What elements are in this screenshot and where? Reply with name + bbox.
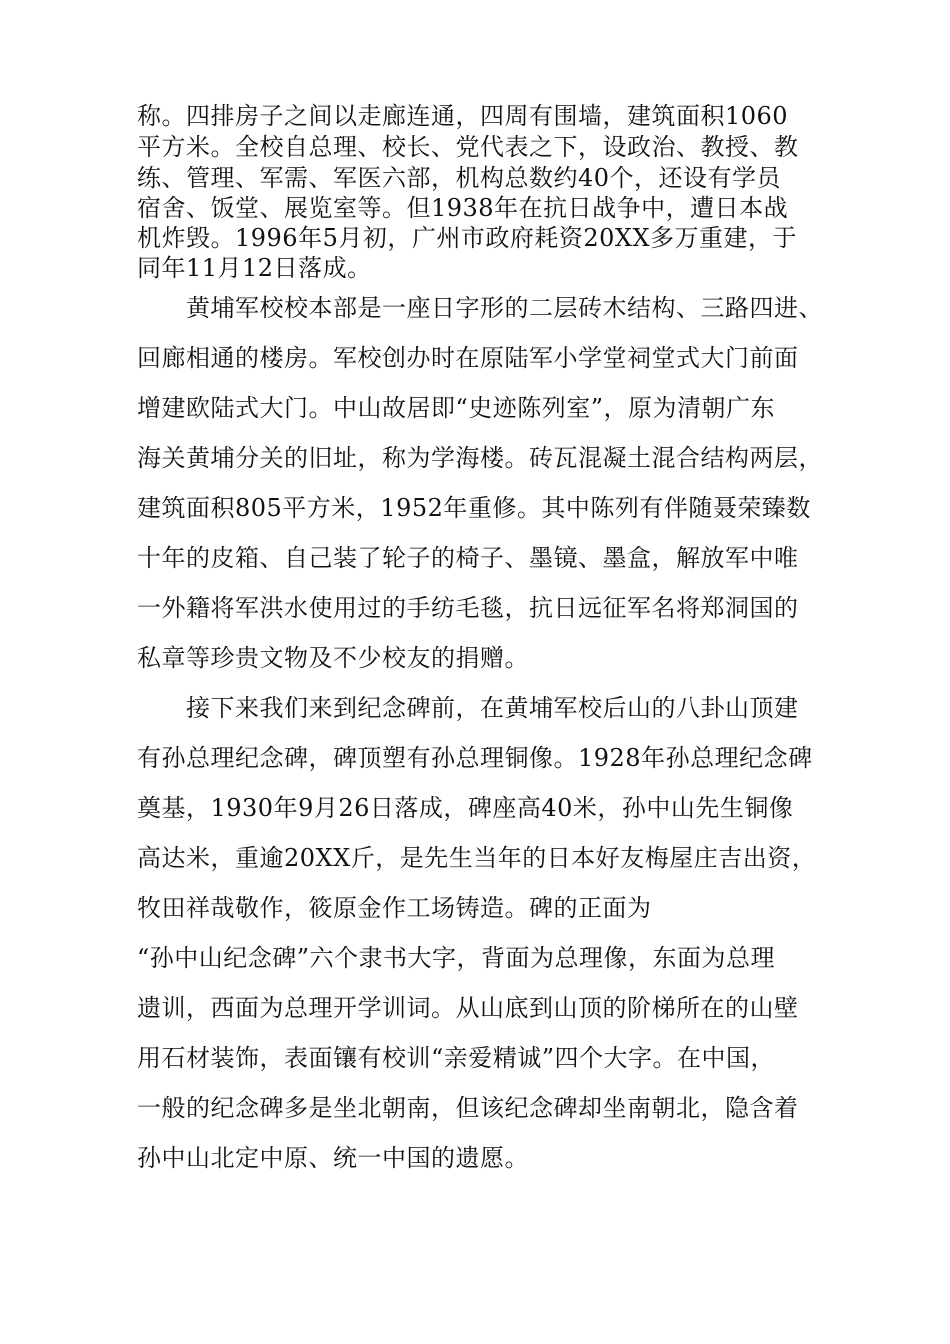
text-line: 平方米。全校自总理、校长、党代表之下，设政治、教授、教 <box>137 133 799 161</box>
text-line: 机炸毁。1996年5月初，广州市政府耗资20XX多万重建，于 <box>137 224 798 252</box>
text-line: 私章等珍贵文物及不少校友的捐赠。 <box>137 644 529 672</box>
text-line: “孙中山纪念碑”六个隶书大字，背面为总理像，东面为总理 <box>137 944 776 972</box>
text-line: 牧田祥哉敬作，筱原金作工场铸造。碑的正面为 <box>137 894 652 922</box>
text-line: 孙中山北定中原、统一中国的遗愿。 <box>137 1144 529 1172</box>
text-line: 有孙总理纪念碑，碑顶塑有孙总理铜像。1928年孙总理纪念碑 <box>137 744 813 772</box>
text-line: 练、管理、军需、军医六部，机构总数约40个，还设有学员 <box>137 164 782 192</box>
text-line: 回廊相通的楼房。军校创办时在原陆军小学堂祠堂式大门前面 <box>137 344 799 372</box>
text-line: 用石材装饰，表面镶有校训“亲爱精诚”四个大字。在中国， <box>137 1044 776 1072</box>
paragraph-first-line: 接下来我们来到纪念碑前，在黄埔军校后山的八卦山顶建 <box>186 694 799 722</box>
text-line: 同年11月12日落成。 <box>137 254 372 282</box>
text-line: 一般的纪念碑多是坐北朝南，但该纪念碑却坐南朝北，隐含着 <box>137 1094 799 1122</box>
text-line: 一外籍将军洪水使用过的手纺毛毯，抗日远征军名将郑洞国的 <box>137 594 799 622</box>
text-line: 宿舍、饭堂、展览室等。但1938年在抗日战争中，遭日本战 <box>137 194 789 222</box>
paragraph-first-line: 黄埔军校校本部是一座日字形的二层砖木结构、三路四进、 <box>186 294 823 322</box>
text-line: 称。四排房子之间以走廊连通，四周有围墙，建筑面积1060 <box>137 102 789 130</box>
text-line: 建筑面积805平方米，1952年重修。其中陈列有伴随聂荣臻数 <box>137 494 811 522</box>
text-line: 海关黄埔分关的旧址，称为学海楼。砖瓦混凝土混合结构两层， <box>137 444 823 472</box>
text-line: 奠基，1930年9月26日落成，碑座高40米，孙中山先生铜像 <box>137 794 794 822</box>
text-line: 十年的皮箱、自己装了轮子的椅子、墨镜、墨盒，解放军中唯 <box>137 544 799 572</box>
text-line: 增建欧陆式大门。中山故居即“史迹陈列室”，原为清朝广东 <box>137 394 776 422</box>
text-line: 遗训，西面为总理开学训词。从山底到山顶的阶梯所在的山壁 <box>137 994 799 1022</box>
text-line: 高达米，重逾20XX斤，是先生当年的日本好友梅屋庄吉出资， <box>137 844 817 872</box>
